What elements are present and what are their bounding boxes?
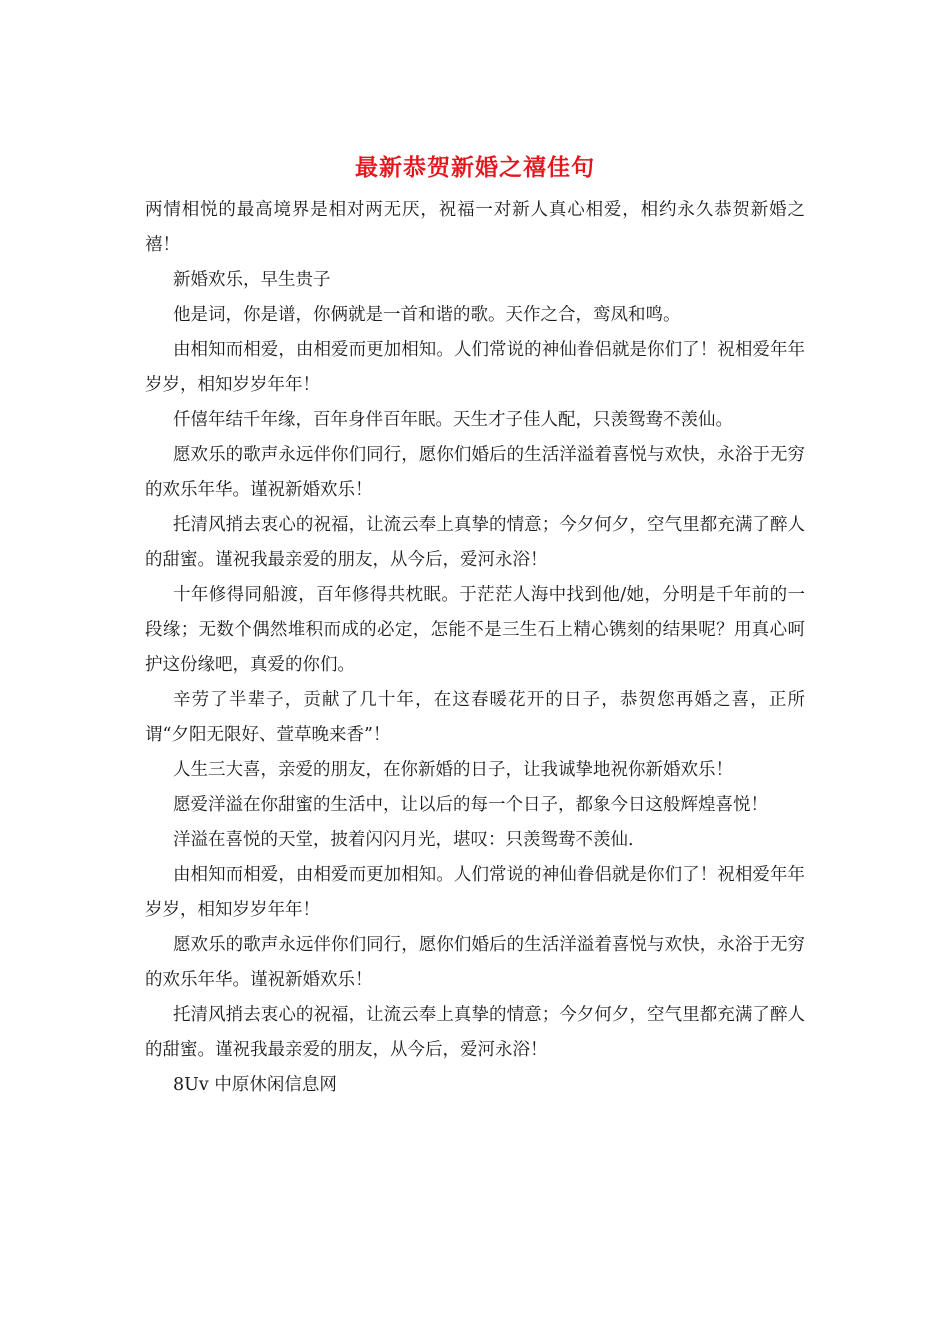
paragraph-9: 辛劳了半辈子，贡献了几十年，在这春暖花开的日子，恭贺您再婚之喜，正所谓“夕阳无限好、萱草晚来香”！: [145, 690, 805, 745]
source-footer: 8Uv 中原休闲信息网: [173, 1075, 337, 1095]
paragraph-14: 愿欢乐的歌声永远伴你们同行，愿你们婚后的生活洋溢着喜悦与欢快，永浴于无穷的欢乐年华。谨祝新婚欢乐！: [145, 935, 805, 990]
document-title: 最新恭贺新婚之禧佳句: [355, 154, 595, 181]
paragraph-6: 愿欢乐的歌声永远伴你们同行，愿你们婚后的生活洋溢着喜悦与欢快，永浴于无穷的欢乐年华。谨祝新婚欢乐！: [145, 445, 805, 500]
paragraph-4: 由相知而相爱，由相爱而更加相知。人们常说的神仙眷侣就是你们了！祝相爱年年岁岁，相知岁岁年年！: [145, 340, 805, 395]
paragraph-1: 两情相悦的最高境界是相对两无厌，祝福一对新人真心相爱，相约永久恭贺新婚之禧！: [145, 200, 805, 255]
paragraph-8: 十年修得同船渡，百年修得共枕眠。于茫茫人海中找到他/她，分明是千年前的一段缘；无数个偶然堆积而成的必定，怎能不是三生石上精心镌刻的结果呢？用真心呵护这份缘吧，真爱的你们。: [145, 585, 805, 675]
document-body: [145, 193, 805, 1103]
paragraph-11: 愿爱洋溢在你甜蜜的生活中，让以后的每一个日子，都象今日这般辉煌喜悦！: [173, 795, 768, 815]
paragraph-2: 新婚欢乐，早生贵子: [173, 270, 331, 290]
paragraph-15: 托清风捎去衷心的祝福，让流云奉上真挚的情意；今夕何夕，空气里都充满了醉人的甜蜜。谨祝我最亲爱的朋友，从今后，爱河永浴！: [145, 1005, 805, 1060]
paragraph-3: 他是词，你是谱，你俩就是一首和谐的歌。天作之合，鸾凤和鸣。: [173, 305, 681, 325]
paragraph-10: 人生三大喜，亲爱的朋友，在你新婚的日子，让我诚挚地祝你新婚欢乐！: [173, 760, 733, 780]
paragraph-5: 仟僖年结千年缘，百年身伴百年眠。天生才子佳人配，只羡鸳鸯不羡仙。: [173, 410, 733, 430]
paragraph-12: 洋溢在喜悦的天堂，披着闪闪月光，堪叹：只羡鸳鸯不羡仙.: [173, 830, 634, 850]
paragraph-7: 托清风捎去衷心的祝福，让流云奉上真挚的情意；今夕何夕，空气里都充满了醉人的甜蜜。谨祝我最亲爱的朋友，从今后，爱河永浴！: [145, 515, 805, 570]
paragraph-13: 由相知而相爱，由相爱而更加相知。人们常说的神仙眷侣就是你们了！祝相爱年年岁岁，相知岁岁年年！: [145, 865, 805, 920]
